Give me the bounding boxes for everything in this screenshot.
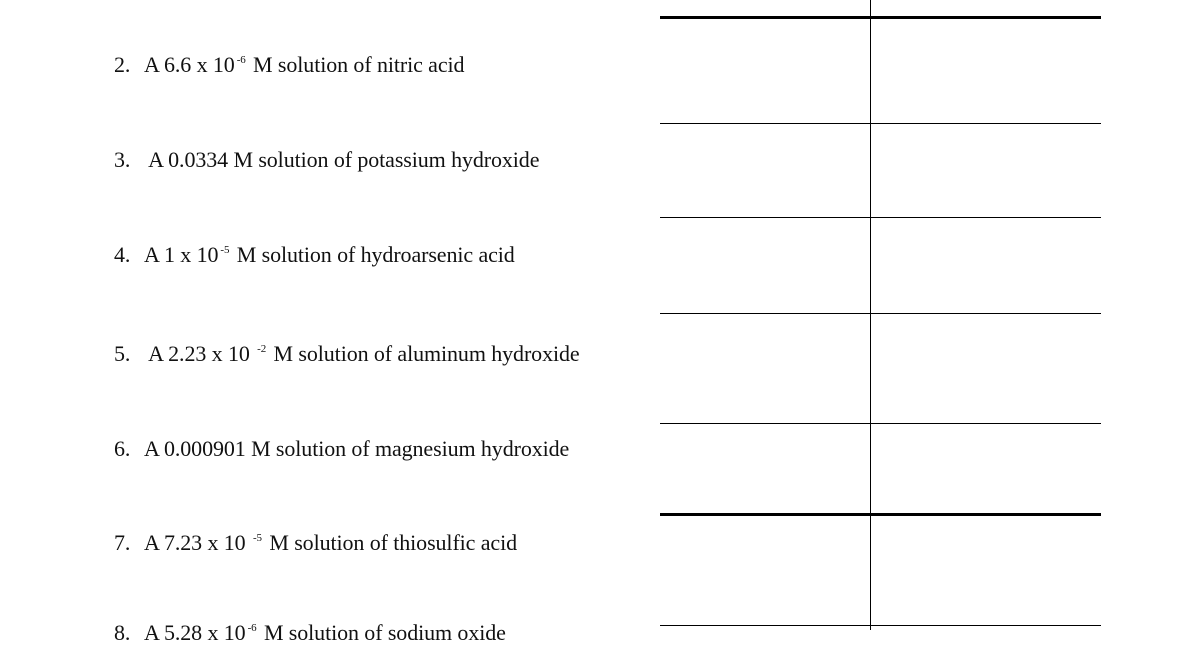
answer-row-divider (660, 423, 1101, 424)
answer-row-divider (660, 625, 1101, 626)
answer-row-divider (660, 217, 1101, 218)
question-text: A 6.6 x 10 (144, 52, 235, 77)
question-text: M solution of aluminum hydroxide (268, 341, 580, 366)
answer-column-divider (870, 0, 871, 630)
question-6 (114, 436, 569, 462)
question-text: M solution of thiosulfic acid (263, 530, 517, 555)
answer-row-divider (660, 313, 1101, 314)
exponent: -6 (247, 622, 257, 634)
question-text: M solution of sodium oxide (258, 620, 506, 645)
answer-row-divider (660, 513, 1101, 516)
question-5 (114, 341, 580, 367)
question-text: A 0.0334 M solution of potassium hydroxide (144, 147, 540, 172)
exponent: -2 (257, 343, 267, 355)
question-2 (114, 52, 464, 78)
question-number: 2. (114, 52, 131, 77)
question-number: 4. (114, 242, 131, 267)
question-8 (114, 620, 506, 646)
question-text: M solution of nitric acid (247, 52, 465, 77)
question-text: A 0.000901 M solution of magnesium hydroxide (144, 436, 570, 461)
question-number: 6. (114, 436, 131, 461)
question-7 (114, 530, 517, 556)
answer-row-divider (660, 16, 1101, 19)
question-number: 7. (114, 530, 131, 555)
exponent: -6 (236, 54, 246, 66)
question-text: A 1 x 10 (144, 242, 219, 267)
question-4 (114, 242, 515, 268)
question-number: 3. (114, 147, 131, 172)
question-text: A 5.28 x 10 (144, 620, 246, 645)
question-text: A 7.23 x 10 (144, 530, 251, 555)
question-3 (114, 147, 539, 173)
exponent: -5 (252, 532, 262, 544)
question-number: 8. (114, 620, 131, 645)
answer-row-divider (660, 123, 1101, 124)
exponent: -5 (220, 244, 230, 256)
question-text: A 2.23 x 10 (144, 341, 256, 366)
question-text: M solution of hydroarsenic acid (231, 242, 515, 267)
question-number: 5. (114, 341, 131, 366)
